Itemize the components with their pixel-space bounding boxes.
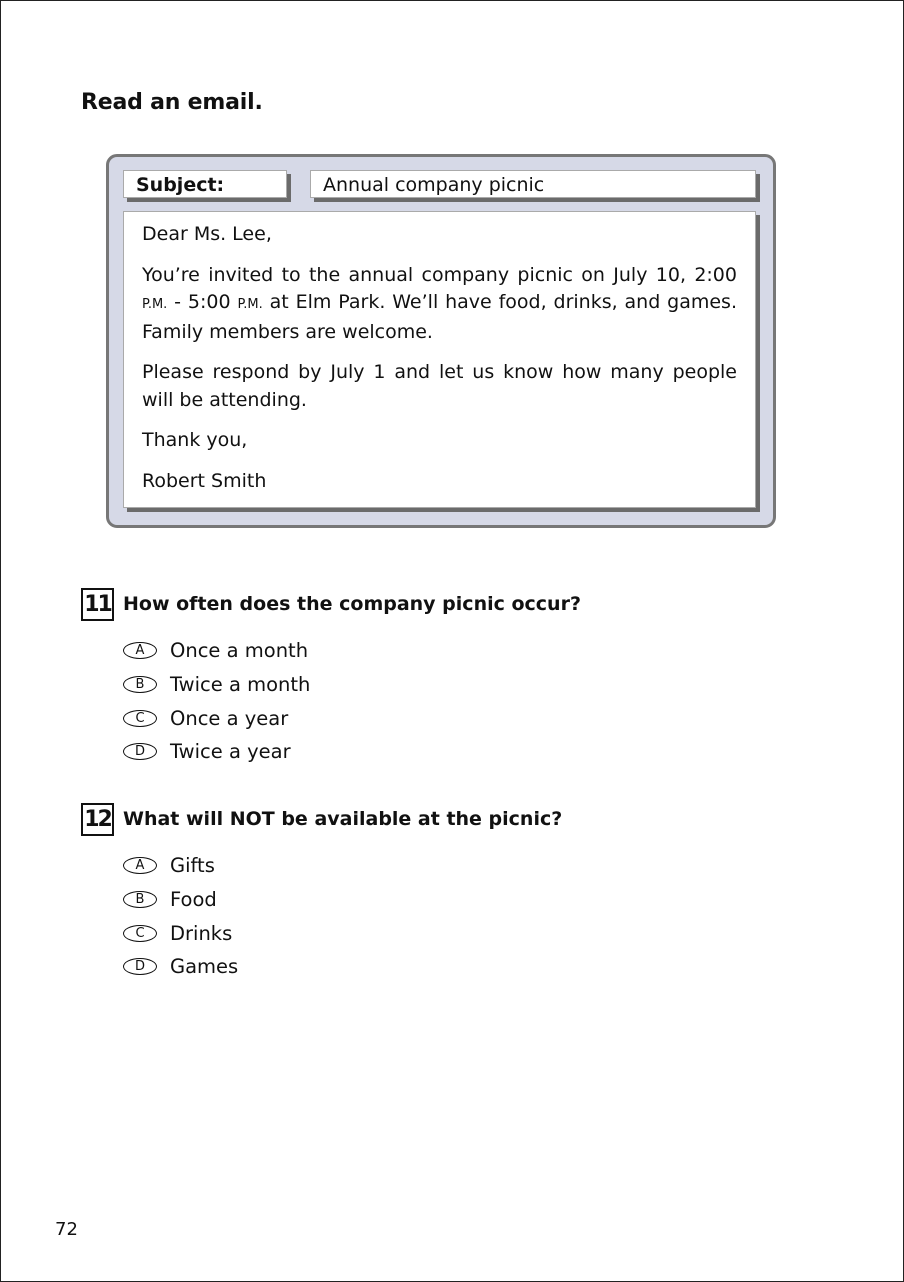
question-number: 11 (81, 588, 114, 621)
email-paragraph-2: Please respond by July 1 and let us know how many people will be attending. (142, 361, 737, 411)
question-11-options (123, 634, 310, 769)
question-number: 12 (81, 803, 114, 836)
question-text: How often does the company picnic occur? (123, 593, 581, 615)
option-c[interactable]: C Once a year (123, 701, 310, 735)
email-card (106, 154, 776, 528)
email-body (123, 211, 756, 508)
option-b[interactable]: B Food (123, 883, 238, 917)
option-b[interactable]: B Twice a month (123, 668, 310, 702)
question-11 (81, 588, 581, 621)
subject-value: Annual company picnic (310, 170, 756, 198)
answer-bubble[interactable]: B (123, 676, 157, 693)
answer-bubble[interactable]: C (123, 710, 157, 727)
answer-bubble[interactable]: A (123, 857, 157, 874)
option-d[interactable]: D Twice a year (123, 735, 310, 769)
email-paragraph-1: You’re invited to the annual company picnic on July 10, 2:00 P.M. - 5:00 P.M. at Elm Park. We’ll have food, drinks, and games. Family members are welcome. (142, 263, 737, 343)
answer-bubble[interactable]: C (123, 925, 157, 942)
option-a[interactable]: A Gifts (123, 849, 238, 883)
option-d[interactable]: D Games (123, 950, 238, 984)
question-text: What will NOT be available at the picnic? (123, 808, 563, 830)
email-signature: Robert Smith (142, 469, 267, 492)
option-a[interactable]: A Once a month (123, 634, 310, 668)
page-number: 72 (55, 1219, 78, 1240)
section-heading: Read an email. (81, 90, 263, 115)
answer-bubble[interactable]: B (123, 891, 157, 908)
email-closing: Thank you, (142, 429, 248, 451)
answer-bubble[interactable]: D (123, 958, 157, 975)
answer-bubble[interactable]: A (123, 642, 157, 659)
email-greeting: Dear Ms. Lee, (142, 223, 272, 245)
option-c[interactable]: C Drinks (123, 916, 238, 950)
question-12 (81, 803, 562, 836)
question-12-options (123, 849, 238, 984)
answer-bubble[interactable]: D (123, 743, 157, 760)
subject-label: Subject: (123, 170, 287, 198)
